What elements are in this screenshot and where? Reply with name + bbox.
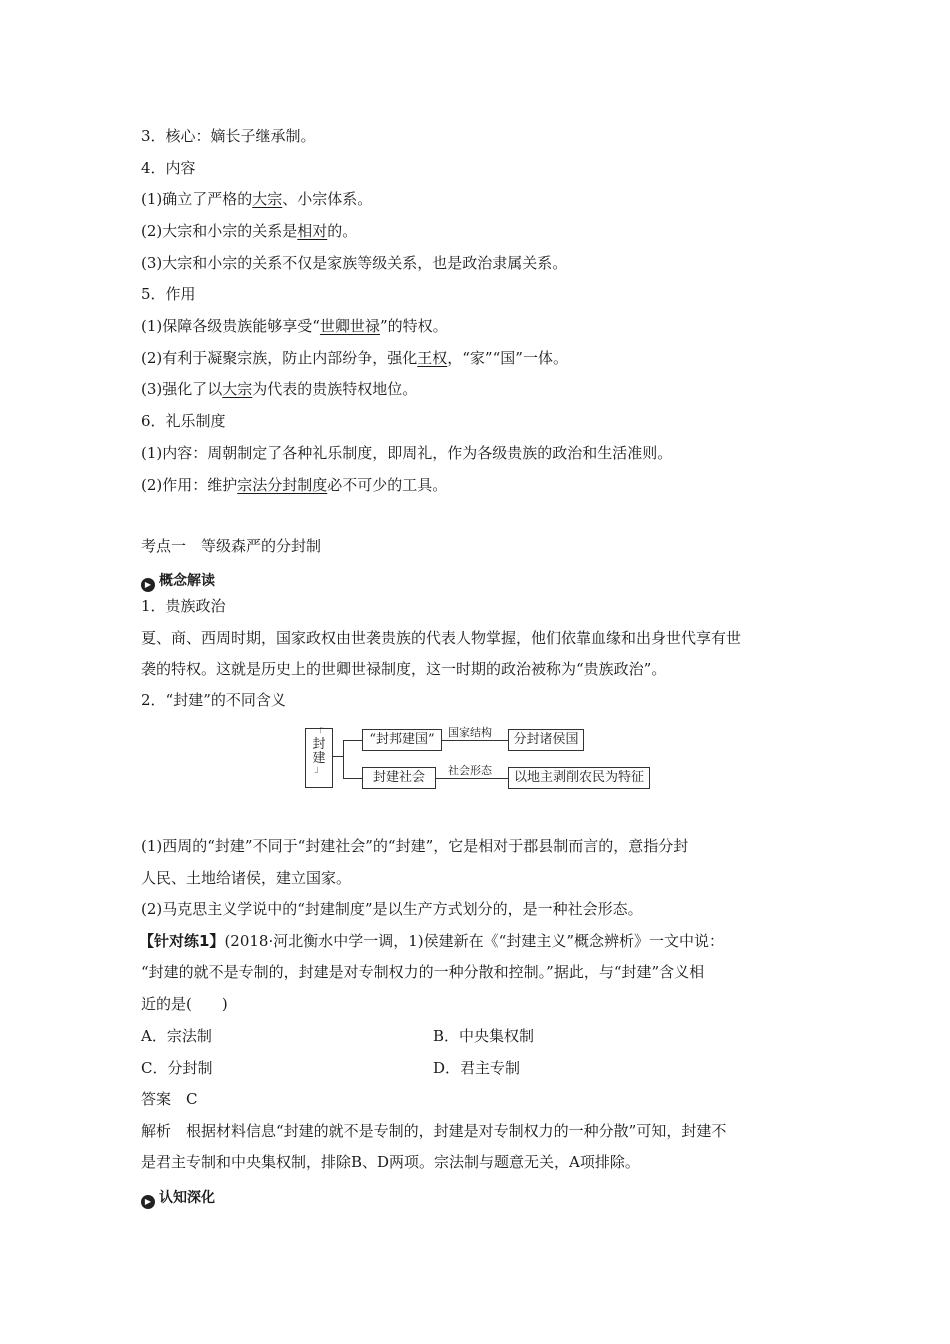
noble-politics-text-1: 夏、商、西周时期，国家政权由世袭贵族的代表人物掌握，他们依靠血缘和出身世代享有世	[141, 629, 742, 647]
connector	[343, 740, 344, 778]
connector	[343, 740, 362, 741]
content-item-2: (2)大宗和小宗的关系是相对的。	[141, 222, 358, 240]
content-item-3: (3)大宗和小宗的关系不仅是家族等级关系，也是政治隶属关系。	[141, 254, 568, 272]
note-1-line-1: (1)西周的“封建”不同于“封建社会”的“封建”，它是相对于郡县制而言的，意指分封	[141, 837, 689, 855]
diagram-top-left: “封邦建国”	[362, 729, 442, 751]
noble-politics-heading: 1．贵族政治	[141, 597, 226, 615]
effect-heading: 5．作用	[141, 285, 196, 303]
exercise-question-line-3: 近的是( )	[141, 995, 228, 1013]
noble-politics-text-2: 袭的特权。这就是历史上的世卿世禄制度，这一时期的政治被称为“贵族政治”。	[141, 660, 667, 678]
rites-item-2: (2)作用：维护宗法分封制度必不可少的工具。	[141, 476, 448, 494]
content-item-1: (1)确立了严格的大宗、小宗体系。	[141, 190, 373, 208]
diagram-top-right: 分封诸侯国	[508, 729, 584, 751]
connector	[441, 740, 508, 741]
exercise-question-line-2: “封建的就不是专制的，封建是对专制权力的一种分散和控制。”据此，与“封建”含义相	[141, 963, 705, 981]
note-1-line-2: 人民、土地给诸侯，建立国家。	[141, 869, 352, 887]
diagram-root: 「 封 建 」	[305, 728, 333, 788]
fengjian-heading: 2．“封建”的不同含义	[141, 691, 286, 709]
rites-item-1: (1)内容：周朝制定了各种礼乐制度，即周礼，作为各级贵族的政治和生活准则。	[141, 444, 673, 462]
exercise-tag: 【针对练1】	[139, 932, 225, 950]
play-icon: ▶	[141, 1195, 155, 1209]
option-c[interactable]: C．分封制	[141, 1059, 213, 1077]
analysis-line-1: 解析 根据材料信息“封建的就不是专制的，封建是对专制权力的一种分散”可知，封建不	[141, 1122, 727, 1140]
effect-item-1: (1)保障各级贵族能够享受“世卿世禄”的特权。	[141, 317, 448, 335]
diagram-bottom-right: 以地主剥削农民为特征	[508, 767, 650, 789]
effect-item-3: (3)强化了以大宗为代表的贵族特权地位。	[141, 380, 418, 398]
connector	[343, 778, 362, 779]
analysis-line-2: 是君主专制和中央集权制，排除B、D两项。宗法制与题意无关，A项排除。	[141, 1153, 640, 1171]
concept-header: ▶ 概念解读	[141, 571, 215, 592]
answer: 答案 C	[141, 1090, 198, 1108]
option-d[interactable]: D．君主专制	[433, 1059, 521, 1077]
diagram-bottom-left: 封建社会	[362, 767, 436, 789]
topic-title: 考点一 等级森严的分封制	[141, 537, 322, 555]
diagram-bottom-label: 社会形态	[448, 764, 492, 777]
option-b[interactable]: B．中央集权制	[433, 1027, 535, 1045]
connector	[435, 778, 508, 779]
content-heading: 4．内容	[141, 159, 196, 177]
core-line: 3．核心：嫡长子继承制。	[141, 127, 316, 145]
rites-heading: 6．礼乐制度	[141, 412, 226, 430]
diagram-top-label: 国家结构	[448, 726, 492, 739]
option-a[interactable]: A．宗法制	[141, 1027, 212, 1045]
note-2: (2)马克思主义学说中的“封建制度”是以生产方式划分的，是一种社会形态。	[141, 900, 643, 918]
effect-item-2: (2)有利于凝聚宗族，防止内部纷争，强化王权，“家”“国”一体。	[141, 349, 568, 367]
exercise-question-line-1: 【针对练1】(2018·河北衡水中学一调，1)侯建新在《“封建主义”概念辨析》一文中说：	[139, 932, 724, 950]
play-icon: ▶	[141, 578, 155, 592]
deepen-header: ▶ 认知深化	[141, 1188, 215, 1209]
